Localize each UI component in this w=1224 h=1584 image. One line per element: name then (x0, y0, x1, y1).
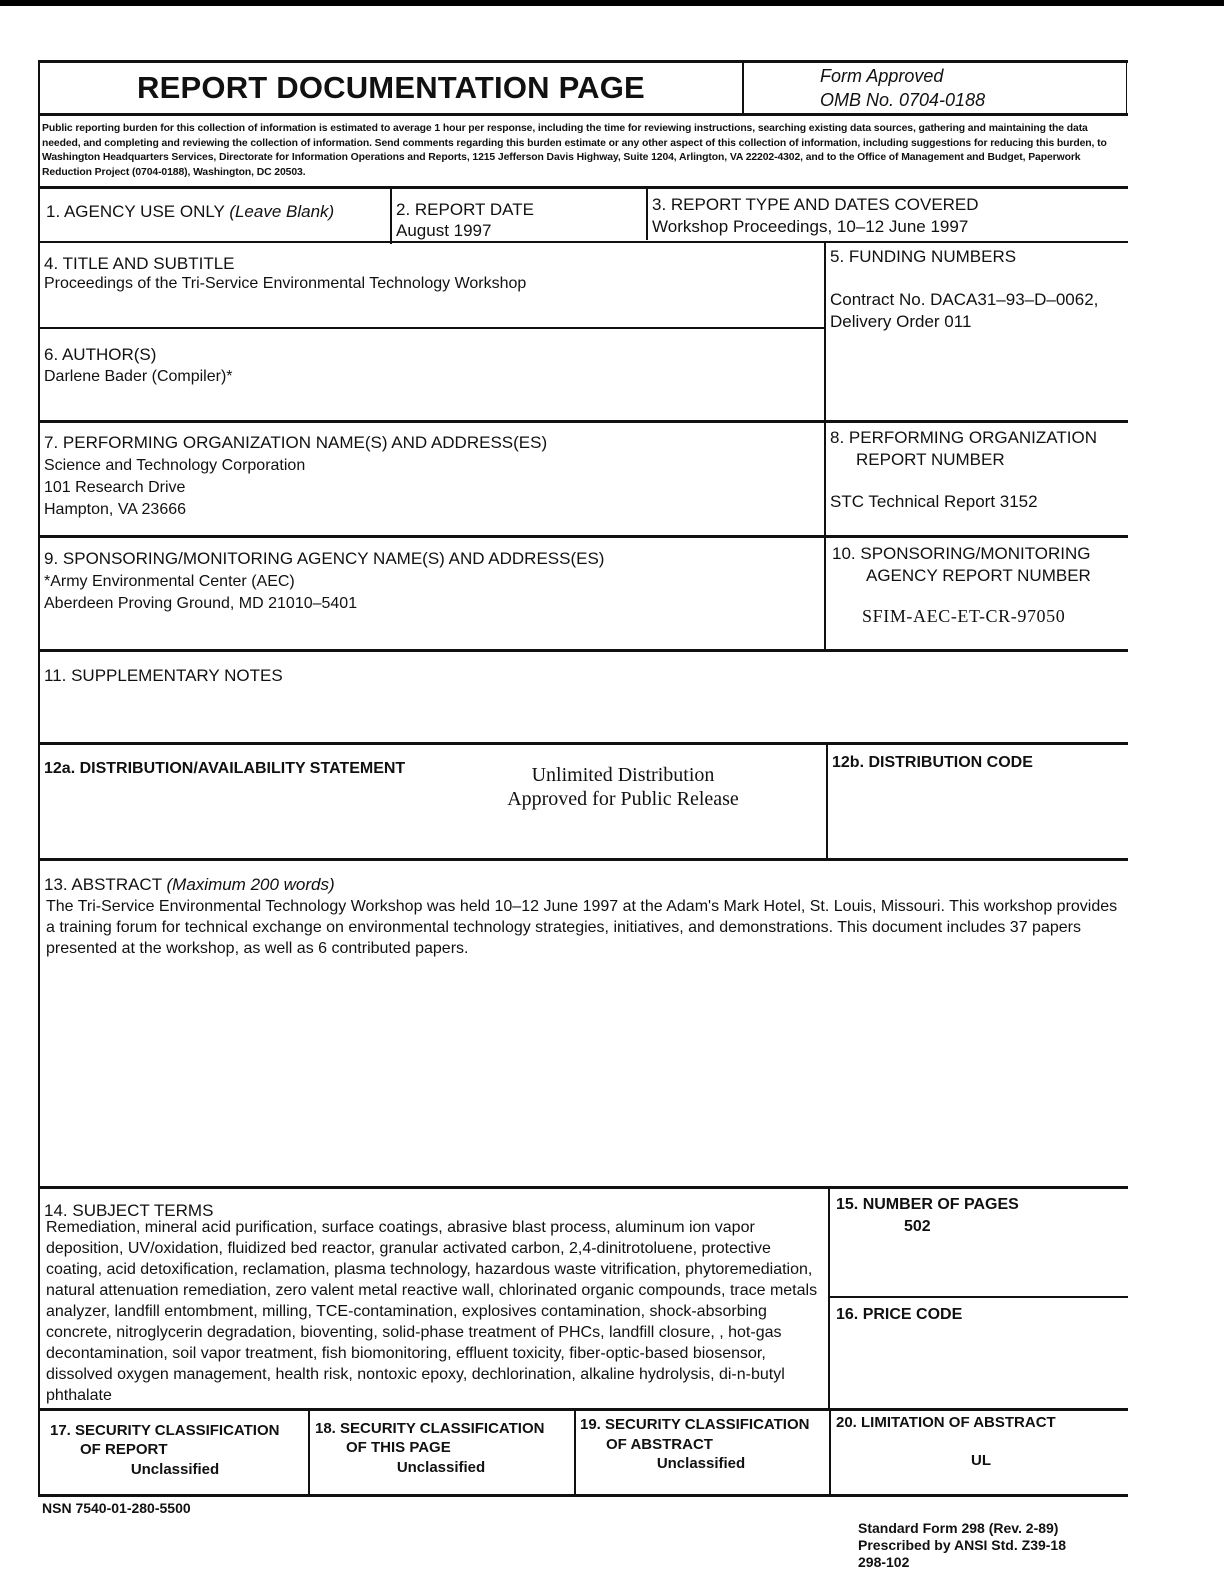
field-6-author[interactable]: Darlene Bader (Compiler)* (44, 368, 233, 385)
field-7-address-1[interactable]: 101 Research Drive (44, 479, 186, 496)
field-15-page-count[interactable]: 502 (904, 1218, 931, 1235)
field-10-agency-report-number[interactable]: SFIM-AEC-ET-CR-97050 (862, 606, 1066, 626)
field-5-delivery-order[interactable]: Delivery Order 011 (830, 312, 972, 331)
field-7-org-name[interactable]: Science and Technology Corporation (44, 457, 306, 474)
standard-form-rev: Standard Form 298 (Rev. 2-89) (858, 1520, 1059, 1536)
field-13-label: 13. ABSTRACT (44, 875, 167, 894)
divider-1-2 (390, 188, 392, 244)
field-1-agency-use (46, 201, 334, 223)
divider-17-18 (308, 1410, 310, 1496)
field-14-label: 14. SUBJECT TERMS (44, 1201, 214, 1220)
field-4-bottom-border (38, 327, 826, 329)
field-4-title[interactable]: Proceedings of the Tri-Service Environmental Technology Workshop (44, 275, 527, 292)
field-2-report-date[interactable]: August 1997 (396, 221, 492, 240)
field-1-note: (Leave Blank) (229, 202, 335, 221)
field-14-bottom-border (38, 1408, 1128, 1411)
frame-right-border-header (1126, 62, 1127, 114)
field-1-label: 1. AGENCY USE ONLY (46, 202, 230, 221)
form-title: REPORT DOCUMENTATION PAGE (137, 70, 645, 105)
divider-12a-12b (826, 744, 828, 860)
field-10-label-line-2: AGENCY REPORT NUMBER (866, 566, 1091, 585)
form-code: 298-102 (858, 1554, 910, 1570)
field-9-address[interactable]: Aberdeen Proving Ground, MD 21010–5401 (44, 595, 358, 612)
field-13-abstract-heading (44, 874, 335, 896)
field-13-note: (Maximum 200 words) (166, 875, 335, 894)
divider-18-19 (574, 1410, 576, 1496)
field-20-label: 20. LIMITATION OF ABSTRACT (836, 1414, 1056, 1431)
field-19-label-line-2: OF ABSTRACT (606, 1436, 713, 1453)
field-9-bottom-border (38, 649, 1128, 652)
field-5-contract[interactable]: Contract No. DACA31–93–D–0062, (830, 290, 1099, 309)
row-1-bottom-border (38, 241, 1128, 243)
field-13-abstract-text[interactable]: The Tri-Service Environmental Technology Workshop was held 10–12 June 1997 at the Adam's Mark Hotel, St. Louis, Missouri. This workshop provides a training forum for technical exchange on environmental technology strategies, initiatives, and demonstrations. This document includes 37 papers presented at the workshop, as well as 6 contributed papers. (46, 898, 1118, 957)
form-approved-text: Form Approved (820, 66, 944, 86)
right-column-divider-upper (824, 241, 826, 649)
field-15-bottom-border (830, 1296, 1128, 1298)
field-16-label: 16. PRICE CODE (836, 1306, 963, 1323)
field-5-label: 5. FUNDING NUMBERS (830, 247, 1017, 266)
field-12a-line-1[interactable]: Unlimited Distribution (531, 764, 715, 786)
field-2-label: 2. REPORT DATE (396, 200, 534, 219)
field-4-label: 4. TITLE AND SUBTITLE (44, 254, 235, 273)
divider-19-20 (829, 1410, 831, 1496)
field-19-value[interactable]: Unclassified (656, 1455, 746, 1472)
field-11-bottom-border (38, 742, 1128, 745)
field-8-label-line-1: 8. PERFORMING ORGANIZATION (830, 428, 1097, 447)
field-3-label: 3. REPORT TYPE AND DATES COVERED (652, 195, 979, 214)
field-14-subject-terms[interactable]: Remediation, mineral acid purification, surface coatings, abrasive blast process, aluminum ion vapor deposition, UV/oxidation, fluidized bed reactor, granular activated carbon, 2,4-dinitrotoluene, protective coating, acid detoxification, reclamation, plasma technology, hazardous waste vitrification, phytoremediation, natural attenuation remediation, zero valent metal reactive wall, chlorinated organic compounds, trace metals analyzer, landfill entombment, milling, TCE-contamination, explosives contamination, shock-absorbing concrete, nitroglycerin degradation, bioventing, solid-phase treatment of PHCs, landfill closure, , hot-gas decontamination, soil vapor treatment, fish biomonitoring, effluent toxicity, fiber-optic-based biosensor, dissolved oxygen management, health risk, nontoxic epoxy, dechlorination, alkaline hydrolysis, di-n-butyl phthalate (46, 1219, 818, 1404)
field-18-value[interactable]: Unclassified (396, 1459, 486, 1476)
field-6-bottom-border (38, 420, 1128, 423)
field-13-bottom-border (38, 1186, 1128, 1189)
field-20-value[interactable]: UL (971, 1452, 991, 1469)
field-11-label: 11. SUPPLEMENTARY NOTES (44, 666, 283, 685)
field-10-label-line-1: 10. SPONSORING/MONITORING (832, 544, 1091, 563)
field-12-bottom-border (38, 858, 1128, 861)
field-17-label-line-2: OF REPORT (80, 1441, 168, 1458)
frame-left-border (38, 60, 40, 1496)
header-divider (742, 60, 744, 114)
field-17-value[interactable]: Unclassified (130, 1461, 220, 1478)
burden-bottom-border (38, 186, 1128, 189)
divider-14-15 (828, 1188, 830, 1410)
field-7-address-2[interactable]: Hampton, VA 23666 (44, 501, 187, 518)
field-12b-label: 12b. DISTRIBUTION CODE (832, 754, 1033, 771)
standard-form-info (858, 1520, 1066, 1571)
frame-bottom-border (38, 1494, 1128, 1497)
field-7-label: 7. PERFORMING ORGANIZATION NAME(S) AND ADDRESS(ES) (44, 433, 548, 452)
field-18-label-line-1: 18. SECURITY CLASSIFICATION (315, 1420, 545, 1437)
divider-2-3 (646, 188, 648, 240)
nsn-number: NSN 7540-01-280-5500 (42, 1500, 191, 1516)
field-9-label: 9. SPONSORING/MONITORING AGENCY NAME(S) AND ADDRESS(ES) (44, 549, 605, 568)
omb-number: OMB No. 0704-0188 (820, 90, 986, 110)
field-7-bottom-border (38, 535, 1128, 538)
field-9-agency[interactable]: *Army Environmental Center (AEC) (44, 573, 295, 590)
scan-top-edge (0, 0, 1224, 6)
form-approval (820, 64, 985, 112)
field-8-report-number[interactable]: STC Technical Report 3152 (830, 492, 1038, 511)
field-6-label: 6. AUTHOR(S) (44, 345, 157, 364)
prescribed-by: Prescribed by ANSI Std. Z39-18 (858, 1537, 1066, 1553)
field-8-label-line-2: REPORT NUMBER (856, 450, 1005, 469)
field-3-report-type[interactable]: Workshop Proceedings, 10–12 June 1997 (652, 217, 969, 236)
field-15-label: 15. NUMBER OF PAGES (836, 1196, 1019, 1213)
field-19-label-line-1: 19. SECURITY CLASSIFICATION (580, 1416, 810, 1433)
field-18-label-line-2: OF THIS PAGE (346, 1439, 451, 1456)
field-17-label-line-1: 17. SECURITY CLASSIFICATION (50, 1422, 280, 1439)
burden-statement: Public reporting burden for this collection of information is estimated to average 1 hour per response, including the time for reviewing instructions, searching existing data sources, gathering and maintaining the data needed, and completing and reviewing the collection of information. Send comments regarding this burden estimate or any other aspect of this collection of information, including suggestions for reducing this burden, to Washington Headquarters Services, Directorate for Information Operations and Reports, 1215 Jefferson Davis Highway, Suite 1204, Arlington, VA 22202-4302, and to the Office of Management and Budget, Paperwork Reduction Project (0704-0188), Washington, DC 20503. (42, 123, 1107, 178)
header-bottom-border (38, 113, 1128, 116)
field-12a-line-2[interactable]: Approved for Public Release (507, 788, 739, 810)
field-12a-label: 12a. DISTRIBUTION/AVAILABILITY STATEMENT (44, 760, 406, 777)
